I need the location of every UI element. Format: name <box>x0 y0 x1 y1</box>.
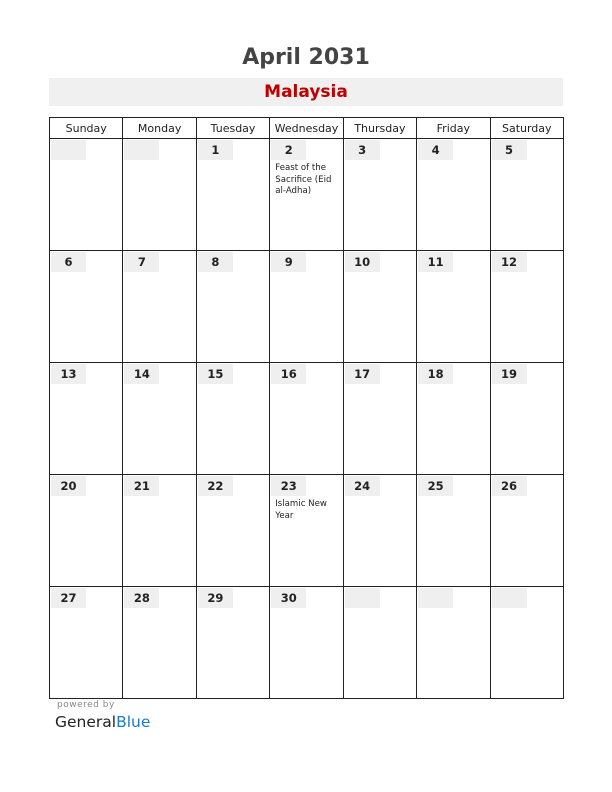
day-number: 20 <box>51 476 86 496</box>
weekday-saturday: Saturday <box>490 118 563 139</box>
day-cell <box>123 363 196 475</box>
week-row <box>50 587 564 699</box>
day-cell <box>417 363 490 475</box>
weekday-tuesday: Tuesday <box>196 118 269 139</box>
week-row <box>50 251 564 363</box>
day-cell <box>270 363 343 475</box>
day-cell <box>196 363 269 475</box>
day-cell <box>417 251 490 363</box>
day-cell <box>490 475 563 587</box>
day-number <box>492 588 527 608</box>
day-number: 18 <box>418 364 453 384</box>
day-number: 29 <box>198 588 233 608</box>
day-cell <box>417 475 490 587</box>
day-cell <box>50 139 123 251</box>
day-number: 9 <box>271 252 306 272</box>
day-cell <box>196 251 269 363</box>
day-cell <box>343 363 416 475</box>
day-cell <box>123 475 196 587</box>
weekday-sunday: Sunday <box>50 118 123 139</box>
brand-name-general: General <box>55 713 117 731</box>
day-cell <box>196 475 269 587</box>
day-cell <box>196 587 269 699</box>
day-number: 24 <box>345 476 380 496</box>
holiday-label: Feast of the Sacrifice (Eid al-Adha) <box>275 163 332 196</box>
calendar-grid <box>49 117 564 699</box>
week-row <box>50 363 564 475</box>
day-number: 4 <box>418 140 453 160</box>
day-number: 21 <box>124 476 159 496</box>
day-cell <box>270 475 343 587</box>
day-number: 10 <box>345 252 380 272</box>
day-number: 8 <box>198 252 233 272</box>
month-title: April 2031 <box>242 45 370 70</box>
day-number: 30 <box>271 588 306 608</box>
week-row <box>50 139 564 251</box>
day-cell <box>123 587 196 699</box>
day-number: 17 <box>345 364 380 384</box>
week-row <box>50 475 564 587</box>
weekday-wednesday: Wednesday <box>270 118 343 139</box>
day-number: 23 <box>271 476 306 496</box>
day-number: 2 <box>271 140 306 160</box>
day-cell <box>123 251 196 363</box>
day-number: 22 <box>198 476 233 496</box>
day-cell <box>196 139 269 251</box>
day-cell <box>417 139 490 251</box>
weekday-friday: Friday <box>417 118 490 139</box>
day-number: 6 <box>51 252 86 272</box>
day-cell <box>123 139 196 251</box>
day-number: 12 <box>492 252 527 272</box>
day-cell <box>490 251 563 363</box>
day-number: 5 <box>492 140 527 160</box>
day-number <box>124 140 159 160</box>
day-cell <box>343 139 416 251</box>
day-cell <box>490 139 563 251</box>
day-number <box>418 588 453 608</box>
country-bar <box>49 78 563 106</box>
day-cell <box>490 587 563 699</box>
weekday-monday: Monday <box>123 118 196 139</box>
day-number: 16 <box>271 364 306 384</box>
day-cell <box>343 587 416 699</box>
weekday-header-row <box>50 118 564 139</box>
day-cell <box>50 363 123 475</box>
powered-by-label: powered by <box>57 700 115 710</box>
day-number <box>51 140 86 160</box>
day-number: 19 <box>492 364 527 384</box>
day-cell <box>50 251 123 363</box>
day-cell <box>417 587 490 699</box>
day-cell <box>270 251 343 363</box>
day-number: 28 <box>124 588 159 608</box>
brand-name-blue: Blue <box>116 713 151 731</box>
day-cell <box>343 251 416 363</box>
day-number: 1 <box>198 140 233 160</box>
brand-logo <box>55 713 150 731</box>
weekday-thursday: Thursday <box>343 118 416 139</box>
day-number: 13 <box>51 364 86 384</box>
day-number: 26 <box>492 476 527 496</box>
country-name: Malaysia <box>264 82 348 102</box>
day-cell <box>50 475 123 587</box>
day-cell <box>270 139 343 251</box>
day-number: 11 <box>418 252 453 272</box>
day-number: 3 <box>345 140 380 160</box>
day-number: 27 <box>51 588 86 608</box>
day-number: 15 <box>198 364 233 384</box>
day-cell <box>50 587 123 699</box>
day-number <box>345 588 380 608</box>
day-cell <box>490 363 563 475</box>
day-number: 25 <box>418 476 453 496</box>
day-cell <box>270 587 343 699</box>
day-cell <box>343 475 416 587</box>
day-number: 7 <box>124 252 159 272</box>
day-number: 14 <box>124 364 159 384</box>
holiday-label: Islamic New Year <box>275 499 327 521</box>
